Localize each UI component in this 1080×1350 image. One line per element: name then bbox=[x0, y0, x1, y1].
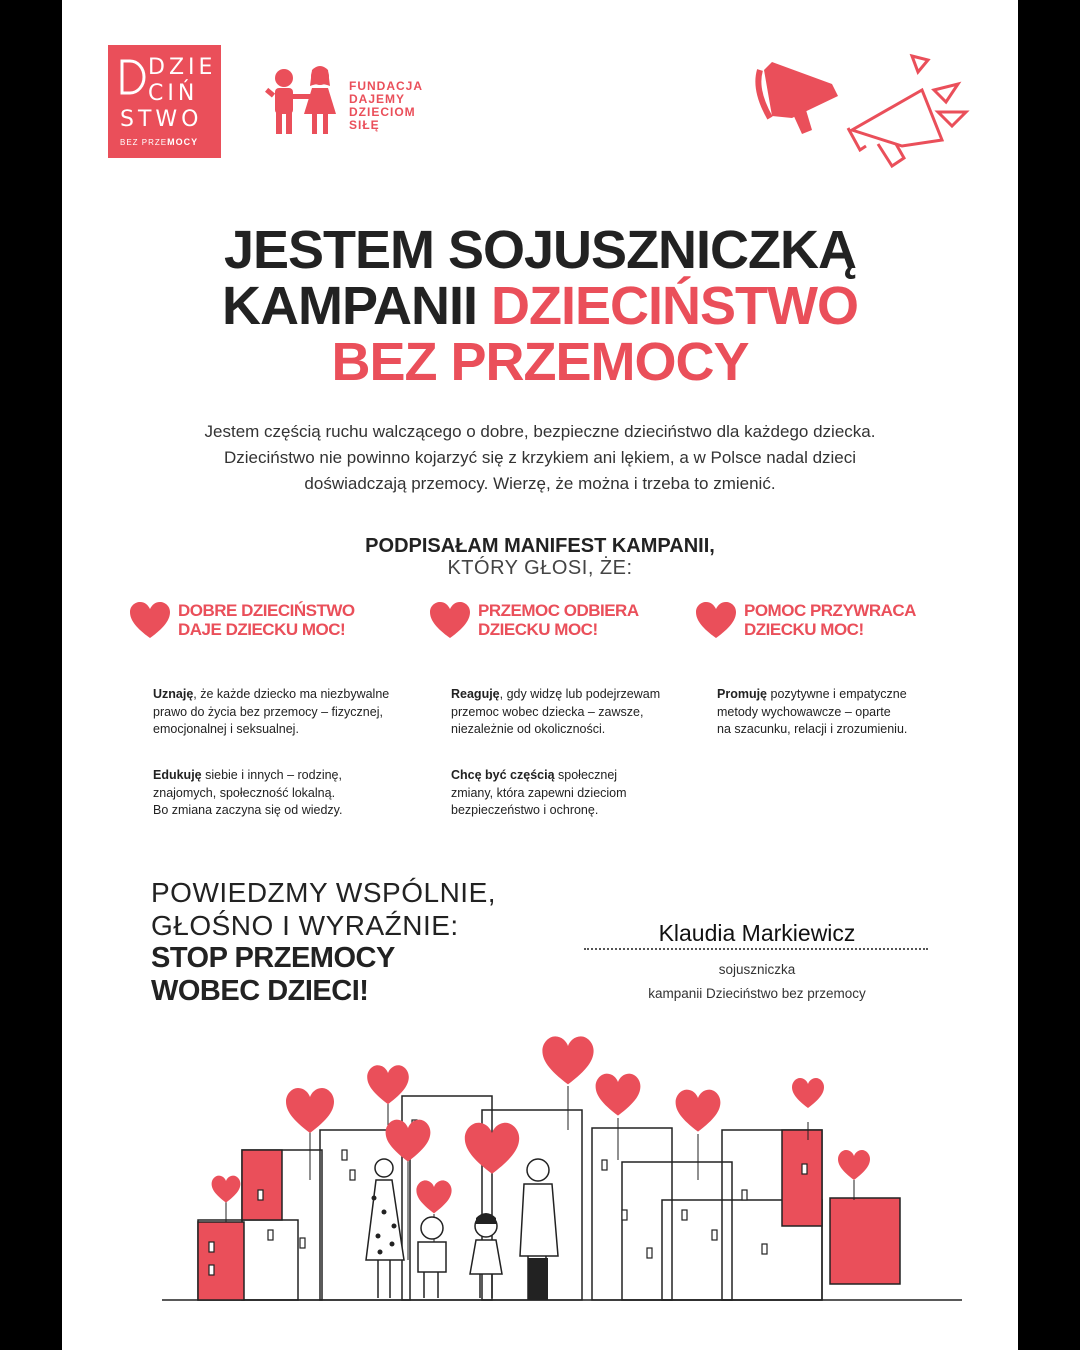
point-uznaje: Uznaję, że każde dziecko ma niezbywalne prawo do życia bez przemocy – fizycznej, emocjonalnej i seksualnej. bbox=[153, 687, 390, 736]
cta-line-3: STOP PRZEMOCY bbox=[151, 942, 395, 974]
heart-icon bbox=[130, 602, 170, 640]
page-title bbox=[62, 222, 1018, 390]
cta-line-4: WOBEC DZIECI! bbox=[151, 975, 369, 1007]
intro-paragraph bbox=[122, 419, 958, 497]
city-hearts-illustration bbox=[62, 1030, 1018, 1320]
intro-line-3: doświadczają przemocy. Wierzę, że można i trzeba to zmienić. bbox=[304, 474, 776, 493]
logo-line-1: DZIE bbox=[148, 55, 217, 80]
signer-name: Klaudia Markiewicz bbox=[658, 920, 856, 946]
cta-line-1: POWIEDZMY WSPÓLNIE, bbox=[151, 877, 497, 908]
intro-line-1: Jestem częścią ruchu walczącego o dobre, bezpieczne dzieciństwo dla każdego dziecka. bbox=[204, 422, 876, 441]
title-line-2-black: KAMPANII bbox=[222, 276, 491, 336]
certificate-page bbox=[62, 0, 1018, 1350]
manifest-heading bbox=[62, 535, 1018, 580]
intro-line-2: Dzieciństwo nie powinno kojarzyć się z krzykiem ani lękiem, a w Polsce nadal dzieci bbox=[223, 448, 857, 467]
foundation-children-icon bbox=[262, 64, 344, 140]
campaign-logo bbox=[108, 45, 221, 158]
megaphone-icon bbox=[752, 40, 982, 180]
pillar-2-title: PRZEMOC ODBIERA DZIECKU MOC! bbox=[478, 601, 639, 639]
signature-line bbox=[584, 948, 928, 950]
point-promuje: Promuję pozytywne i empatyczne metody wychowawcze – oparte na szacunku, relacji i zrozumieniu. bbox=[717, 687, 908, 736]
heart-icon bbox=[696, 602, 736, 640]
signer-role-line-2: kampanii Dzieciństwo bez przemocy bbox=[648, 986, 866, 1001]
pillar-3-title: POMOC PRZYWRACA DZIECKU MOC! bbox=[744, 601, 916, 639]
heart-icon bbox=[430, 602, 470, 640]
point-edukuje: Edukuję siebie i innych – rodzinę, znajomych, społeczność lokalną. Bo zmiana zaczyna się od wiedzy. bbox=[153, 768, 343, 817]
point-chce-byc-czescia: Chcę być częścią społecznej zmiany, która zapewni dzieciom bezpieczeństwo i ochronę. bbox=[451, 768, 627, 817]
foundation-line-2: DAJEMY bbox=[349, 92, 406, 106]
title-line-1: JESTEM SOJUSZNICZKĄ bbox=[223, 220, 857, 280]
call-to-action bbox=[151, 876, 496, 1008]
logo-subtitle: BEZ PRZEMOCY bbox=[120, 137, 199, 147]
foundation-name bbox=[349, 80, 423, 132]
title-line-2 bbox=[62, 278, 1018, 334]
foundation-line-4: SIŁĘ bbox=[349, 118, 380, 132]
foundation-line-1: FUNDACJA bbox=[349, 79, 423, 93]
pillar-1-title: DOBRE DZIECIŃSTWO DAJE DZIECKU MOC! bbox=[178, 601, 355, 639]
manifest-heading-sub: KTÓRY GŁOSI, ŻE: bbox=[447, 557, 633, 579]
logo-line-2: CIŃ bbox=[148, 81, 199, 106]
cta-line-2: GŁOŚNO I WYRAŹNIE: bbox=[151, 910, 459, 941]
foundation-line-3: DZIECIOM bbox=[349, 105, 416, 119]
title-line-2-red: DZIECIŃSTWO bbox=[491, 276, 858, 336]
logo-d-letter-icon bbox=[118, 57, 148, 97]
signer-role-line-1: sojuszniczka bbox=[718, 962, 796, 977]
manifest-heading-main: PODPISAŁAM MANIFEST KAMPANII, bbox=[365, 535, 715, 557]
logo-line-3: STWO bbox=[120, 107, 203, 132]
point-reaguje: Reaguję, gdy widzę lub podejrzewam przemoc wobec dziecka – zawsze, niezależnie od okoliczności. bbox=[451, 687, 661, 736]
signer-role bbox=[582, 958, 932, 1006]
title-line-3: BEZ PRZEMOCY bbox=[331, 332, 749, 392]
